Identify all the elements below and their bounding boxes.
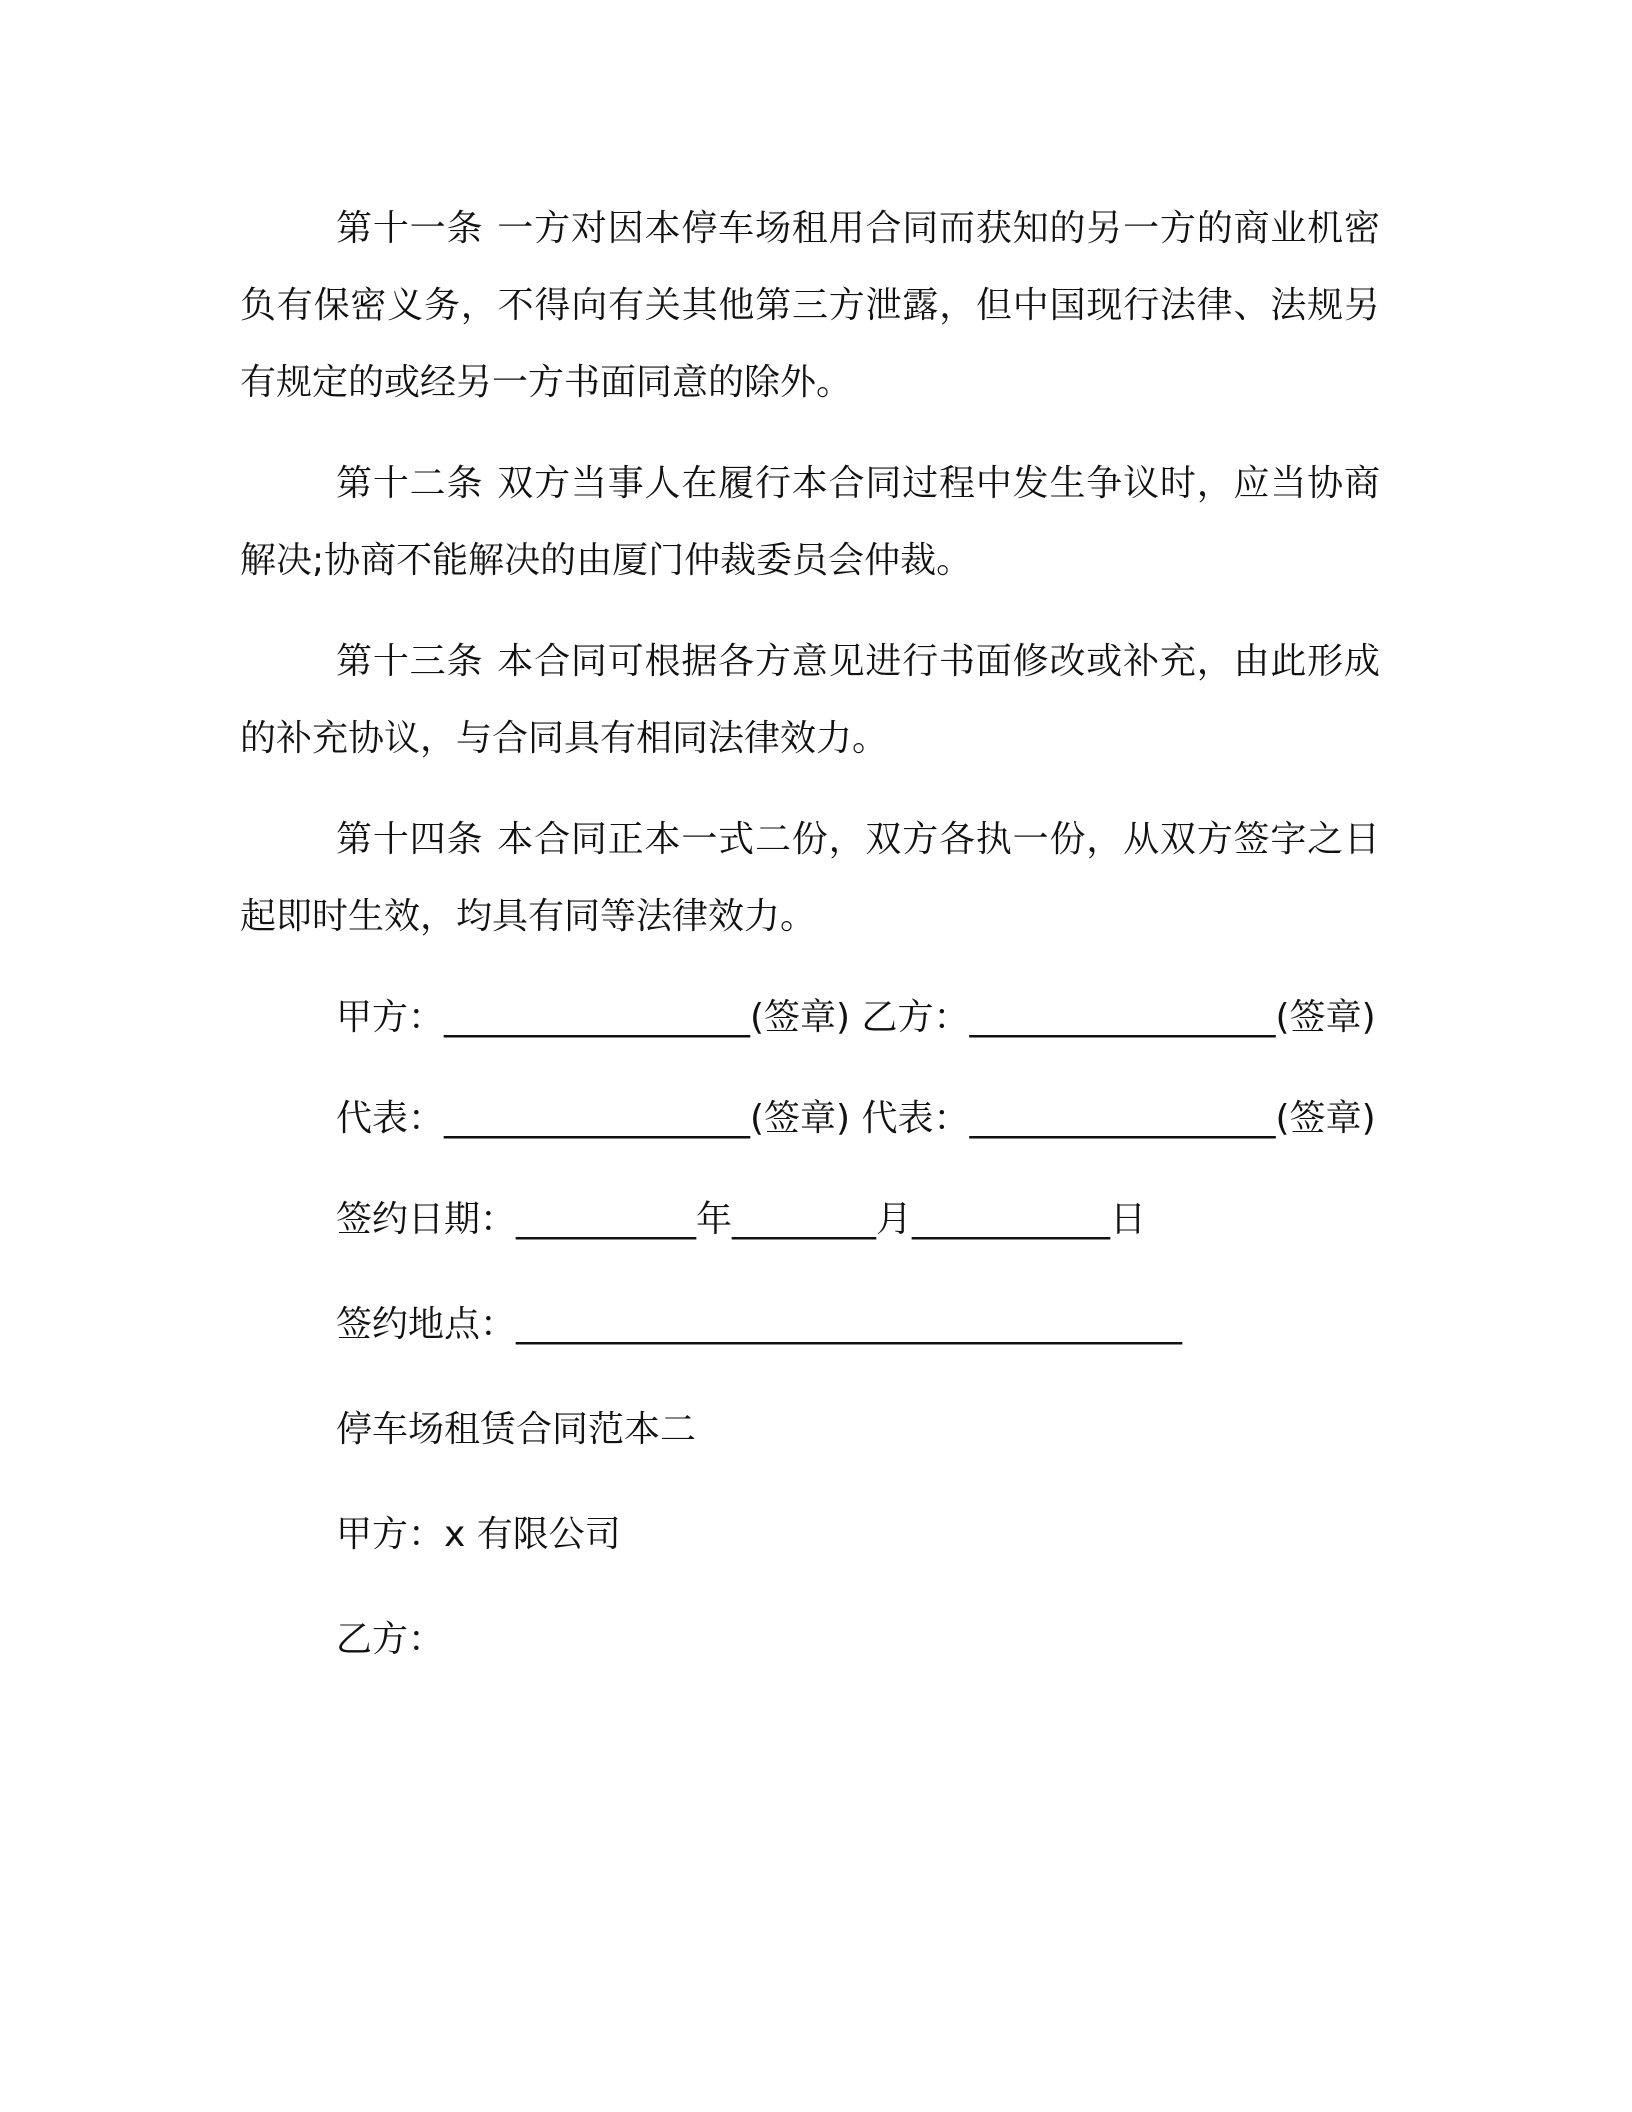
article-14 [240,801,1380,955]
article-number: 第十三条 [336,641,484,682]
signing-date: 签约日期：__________年________月___________日 [336,1199,1147,1240]
document-body [240,190,1380,1706]
party-a: 甲方：x 有限公司 [336,1514,621,1555]
signature-parties: 甲方：_________________(签章) 乙方：_________________(签章) [336,997,1376,1038]
article-12 [240,445,1380,599]
article-11 [240,190,1380,421]
party-b: 乙方： [336,1619,445,1660]
article-text: 本合同可根据各方意见进行书面修改或补充，由此形成的补充协议，与合同具有相同法律效力。 [240,641,1380,759]
signature-representatives: 代表：_________________(签章) 代表：_________________(签章) [336,1098,1376,1139]
article-text: 双方当事人在履行本合同过程中发生争议时，应当协商解决;协商不能解决的由厦门仲裁委员会仲裁。 [240,463,1380,581]
article-text: 本合同正本一式二份，双方各执一份，从双方签字之日起即时生效，均具有同等法律效力。 [240,819,1380,937]
article-number: 第十一条 [336,208,484,249]
article-13 [240,623,1380,777]
signing-place: 签约地点：_____________________________________ [336,1304,1183,1345]
article-number: 第十二条 [336,463,484,504]
article-number: 第十四条 [336,819,484,860]
template-two-title: 停车场租赁合同范本二 [336,1409,697,1450]
article-text: 一方对因本停车场租用合同而获知的另一方的商业机密负有保密义务，不得向有关其他第三方泄露，但中国现行法律、法规另有规定的或经另一方书面同意的除外。 [240,208,1380,403]
